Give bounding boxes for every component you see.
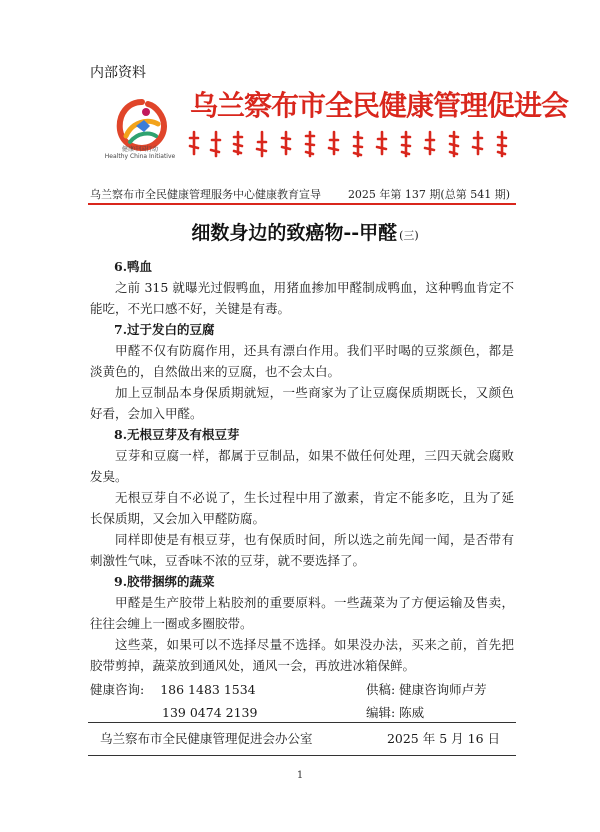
- editor: 编辑: 陈威: [366, 705, 425, 720]
- section-heading: 9.胶带捆绑的蔬菜: [114, 574, 215, 589]
- contact-row-2: [90, 701, 514, 724]
- section-heading: 6.鸭血: [114, 259, 153, 274]
- article-body: [90, 256, 514, 724]
- paragraph: 甲醛不仅有防腐作用，还具有漂白作用。我们平时喝的豆浆颜色，都是淡黄色的，自然做出来的豆腐，也不会太白。: [90, 343, 514, 379]
- article-title-text: 细数身边的致癌物--甲醛: [191, 222, 398, 244]
- mongolian-script-title: [186, 128, 516, 160]
- paragraph: 加上豆制品本身保质期就短，一些商家为了让豆腐保质期既长，又颜色好看，会加入甲醛。: [90, 385, 514, 421]
- footer-divider-top: [88, 722, 516, 723]
- article-title-part: (三): [399, 229, 419, 242]
- contact-phone-2: 139 0474 2139: [162, 705, 258, 720]
- logo-caption: [100, 146, 180, 160]
- section-white-tofu: [90, 319, 514, 424]
- contact-label: 健康咨询:: [90, 682, 145, 697]
- section-taped-vegetables: [90, 571, 514, 676]
- paragraph: 豆芽和豆腐一样，都属于豆制品，如果不做任何处理，三四天就会腐败发臭。: [90, 448, 514, 484]
- footer-date: 2025 年 5 月 16 日: [386, 731, 500, 746]
- page-number: 1: [296, 770, 304, 781]
- footer: [100, 729, 510, 747]
- footer-divider-bottom: [88, 755, 516, 756]
- paragraph: 之前 315 就曝光过假鸭血，用猪血掺加甲醛制成鸭血，这种鸭血肯定不能吃，不光口感不好，关键是有毒。: [90, 280, 514, 316]
- footer-office: 乌兰察布市全民健康管理促进会办公室: [100, 731, 313, 746]
- issue-meta: [90, 186, 520, 202]
- org-title: 乌兰察布市全民健康管理促进会: [190, 89, 569, 122]
- section-duck-blood: [90, 256, 514, 319]
- issuer-text: 乌兰察布市全民健康管理服务中心健康教育宣导: [90, 188, 321, 201]
- contact-row-1: [90, 678, 514, 701]
- paragraph: 无根豆芽自不必说了，生长过程中用了激素，肯定不能多吃，且为了延长保质期，又会加入甲醛防腐。: [90, 490, 514, 526]
- contact-block: [90, 678, 514, 724]
- logo-caption-en: Healthy China Initiative: [104, 153, 176, 160]
- paragraph: 同样即使是有根豆芽，也有保质时间，所以选之前先闻一闻，是否带有刺激性气味，豆香味不浓的豆芽，就不要选择了。: [90, 532, 514, 568]
- article-title: [90, 218, 520, 245]
- section-heading: 7.过于发白的豆腐: [114, 322, 215, 337]
- logo-caption-cn: 健康中国行动: [121, 146, 158, 153]
- section-heading: 8.无根豆芽及有根豆芽: [114, 427, 240, 442]
- paragraph: 这些菜，如果可以不选择尽量不选择。如果没办法，买来之前，首先把胶带剪掉，蔬菜放到通风处，通风一会，再放进冰箱保鲜。: [90, 637, 514, 673]
- issue-number: 2025 年第 137 期(总第 541 期): [347, 188, 510, 201]
- contributor: 供稿: 健康咨询师卢芳: [366, 682, 487, 697]
- paragraph: 甲醛是生产胶带上粘胶剂的重要原料。一些蔬菜为了方便运输及售卖，往往会缠上一圈或多圈胶带。: [90, 595, 514, 631]
- section-bean-sprouts: [90, 424, 514, 571]
- internal-label: 内部资料: [90, 65, 146, 81]
- header-divider: [88, 203, 516, 205]
- contact-phone-1: 186 1483 1534: [160, 682, 256, 697]
